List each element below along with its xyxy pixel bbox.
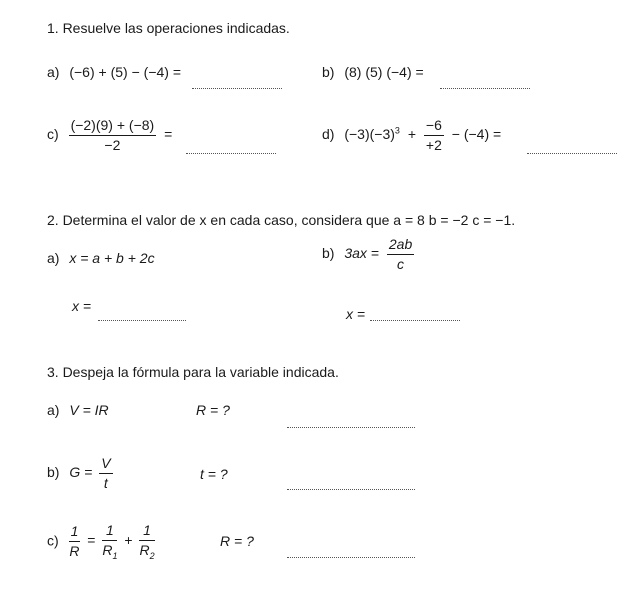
q3-b-fraction [99,455,112,492]
q2-a-expression: x = a + b + 2c [69,250,155,266]
q3-c-target: R = ? [220,533,254,549]
q2-b-lhs: 3ax = [344,245,379,261]
q3-c-item [47,522,155,561]
fraction-denominator [102,541,117,562]
q2-b-answer-blank[interactable] [370,320,460,321]
equals-sign: = [164,126,173,142]
q1-a-expression: (−6) + (5) − (−4) = [69,64,182,80]
q1-c-fraction [69,117,157,154]
item-label: a) [47,250,60,266]
item-label: a) [47,64,60,80]
q3-b-target: t = ? [200,466,228,482]
fraction-numerator: (−2)(9) + (−8) [69,117,157,136]
item-label: c) [47,126,59,142]
q1-d-item [322,117,501,154]
denominator-var: R [139,541,150,558]
item-label: c) [47,532,59,549]
item-label: d) [322,126,335,142]
q1-c-answer-blank[interactable] [186,153,276,154]
q3-b-lhs: G = [69,464,93,480]
item-label: b) [47,464,60,480]
q3-a-formula: V = IR [69,402,109,418]
q1-d-answer-blank[interactable] [527,153,617,154]
q3-a-target: R = ? [196,402,230,418]
fraction-denominator: +2 [425,136,442,153]
subscript: 1 [112,550,118,561]
q3-c-fraction-3 [139,522,154,561]
q1-a-answer-blank[interactable] [192,88,282,89]
fraction-numerator: 1 [139,522,154,541]
q3-b-answer-blank[interactable] [287,489,415,490]
q1-d-tail: − (−4) = [451,126,502,142]
q1-d-product: (−3)(−3) [344,126,395,142]
q1-a-item [47,64,181,80]
q3-c-fraction-1 [69,523,81,560]
fraction-denominator: −2 [104,136,121,153]
q1-c-item [47,117,172,154]
q1-b-answer-blank[interactable] [440,88,530,89]
q3-a-answer-blank[interactable] [287,427,415,428]
fraction-numerator: −6 [424,117,444,136]
q1-b-item [322,64,424,80]
question-3-title: 3. Despeja la fórmula para la variable indicada. [47,364,339,380]
subscript: 2 [149,550,155,561]
item-label: b) [322,64,335,80]
q2-a-x-label: x = [72,298,92,314]
q2-a-item [47,250,155,266]
fraction-numerator: 1 [69,523,81,542]
q3-b-item [47,455,113,492]
q3-c-fraction-2 [102,522,117,561]
fraction-numerator: V [99,455,112,474]
q2-b-x-label: x = [346,306,366,322]
plus-sign: + [407,126,417,142]
equals-sign: = [87,532,96,549]
plus-sign: + [124,532,133,549]
q3-c-answer-blank[interactable] [287,557,415,558]
q3-a-item [47,402,109,418]
q2-a-answer-blank[interactable] [98,320,186,321]
q2-b-item [322,236,414,273]
question-2-title: 2. Determina el valor de x en cada caso, considera que a = 8 b = −2 c = −1. [47,212,516,228]
item-label: a) [47,402,60,418]
fraction-denominator: R [69,543,80,560]
q1-b-expression: (8) (5) (−4) = [344,64,424,80]
fraction-numerator: 2ab [387,236,414,255]
fraction-denominator [139,541,154,562]
q1-d-fraction [424,117,444,154]
item-label: b) [322,245,335,261]
question-1-title: 1. Resuelve las operaciones indicadas. [47,20,290,36]
q2-b-fraction [387,236,414,273]
fraction-numerator: 1 [102,522,117,541]
exponent: 3 [394,125,400,136]
fraction-denominator: c [397,255,405,272]
denominator-var: R [102,541,113,558]
fraction-denominator: t [103,474,108,491]
